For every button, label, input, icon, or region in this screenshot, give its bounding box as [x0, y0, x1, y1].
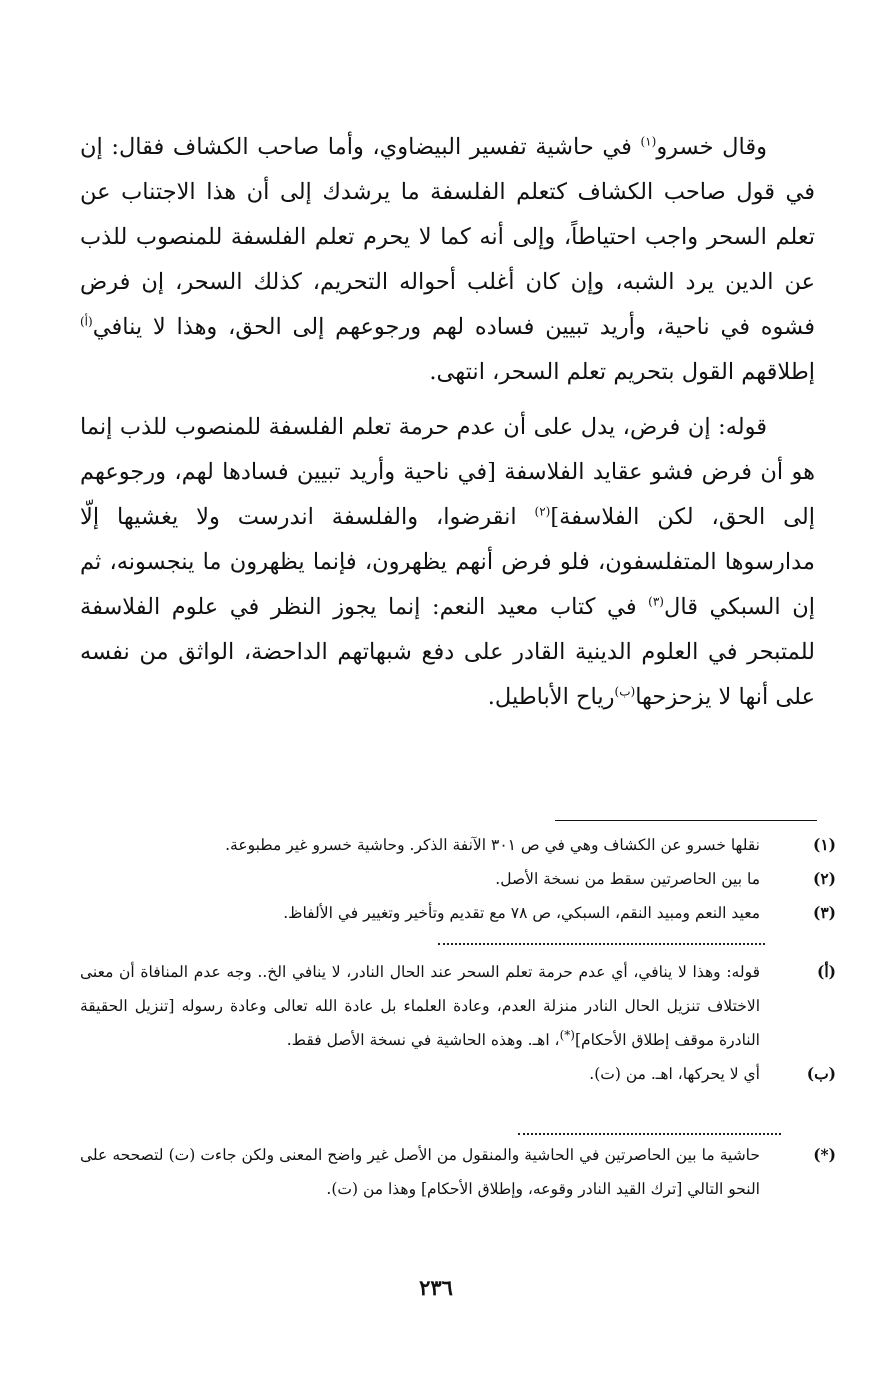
- footnote-ref-2: (٢): [534, 504, 551, 519]
- footnote-ref-1: (١): [640, 134, 657, 149]
- main-text: [80, 125, 815, 720]
- marginal-note-letter: (أ): [817, 962, 836, 981]
- footnote-text: ما بين الحاصرتين سقط من نسخة الأصل.: [495, 870, 760, 888]
- footnote-number: (١): [812, 835, 836, 854]
- marginal-ref-ba: (ب): [614, 684, 636, 699]
- paragraph-text: قوله: إن فرض، يدل على أن عدم حرمة تعلم الفلسفة للمنصوب للذب إنما هو أن فرض فشو عقايد الفلاسفة [في ناحية وأريد تبيين فسادها لهم، ورجوعهم إلى الحق، لكن الفلاسفة]: [80, 414, 815, 530]
- footnote-text: معيد النعم ومبيد النقم، السبكي، ص ٧٨ مع تقديم وتأخير وتغيير في الألفاظ.: [283, 904, 760, 922]
- page-number: ٢٣٦: [419, 1275, 453, 1300]
- footnote-number: (٢): [812, 869, 836, 888]
- footnote-number: (٣): [812, 903, 836, 922]
- marginal-notes-section: [80, 955, 836, 1091]
- marginal-note-item: [80, 955, 836, 1057]
- editor-note-text: حاشية ما بين الحاصرتين في الحاشية والمنقول من الأصل غير واضح المعنى ولكن جاءت (ت) لتصححه على النحو التالي [ترك القيد النادر وقوعه، وإطلاق الأحكام] وهذا من (ت).: [80, 1146, 760, 1198]
- footnote-ref-3: (٣): [648, 594, 664, 609]
- footnote-text: نقلها خسرو عن الكشاف وهي في ص ٣٠١ الآنفة الذكر. وحاشية خسرو غير مطبوعة.: [225, 836, 760, 854]
- marginal-note-text: قوله: وهذا لا ينافي، أي عدم حرمة تعلم السحر عند الحال النادر، لا ينافي الخ.. وجه عدم المنافاة أن معنى الاختلاف تنزيل الحال النادر منزلة العدم، وعادة العلماء بل عادة الله تعالى وعادة رسوله [تنزيل الحقيقة النادرة موقف إطلاق الأحكام]: [80, 963, 760, 1049]
- marginal-note-item: [80, 1057, 836, 1091]
- editor-note-item: [80, 1138, 836, 1206]
- marginal-ref-alif: (أ): [80, 314, 93, 329]
- editor-note-section: [80, 1138, 836, 1206]
- footnote-item: [80, 896, 836, 930]
- dotted-separator: [518, 1133, 781, 1135]
- footnote-item: [80, 862, 836, 896]
- footnote-separator-rule: [555, 820, 817, 821]
- paragraph-text: في حاشية تفسير البيضاوي، وأما صاحب الكشاف فقال: إن في قول صاحب الكشاف كتعلم الفلسفة ما يرشدك إلى أن هذا الاجتناب عن تعلم السحر واجب احتياطاً، وإلى أنه كما لا يحرم تعلم الفلسفة للمنصوب للذب عن الدين يرد الشبه، وإن كان أغلب أحواله التحريم، كذلك السحر، إن فرض فشوه في ناحية، وأريد تبيين فساده لهم ورجوعهم إلى الحق، وهذا لا ينافي: [80, 134, 815, 340]
- marginal-note-text: أي لا يحركها، اهـ. من (ت).: [589, 1065, 760, 1083]
- paragraph-text: إطلاقهم القول بتحريم تعلم السحر، انتهى.: [429, 359, 815, 385]
- footnote-item: [80, 828, 836, 862]
- paragraph-text: وقال خسرو: [656, 134, 767, 160]
- editor-note-mark: (*): [813, 1145, 836, 1164]
- dotted-separator: [438, 943, 765, 945]
- paragraph-text: في كتاب معيد النعم: إنما يجوز النظر في علوم الفلاسفة للمتبحر في العلوم الدينية القادر على دفع شبهاتهم الداحضة، الواثق من نفسه على أنها لا يزحزحها: [80, 594, 815, 710]
- marginal-note-letter: (ب): [806, 1064, 836, 1083]
- paragraph-text: انقرضوا، والفلسفة اندرست ولا يغشيها إلّا مدارسوها المتفلسفون، فلو فرض أنهم يظهرون، فإنما يظهرون ما ينجسونه، ثم إن السبكي قال: [80, 504, 816, 620]
- paragraph-khusraw-quote: [80, 125, 815, 395]
- marginal-note-text: ، اهـ. وهذه الحاشية في نسخة الأصل فقط.: [286, 1031, 560, 1049]
- paragraph-text: رياح الأباطيل.: [487, 684, 615, 710]
- editor-mark: (*): [559, 1027, 575, 1042]
- paragraph-commentary: [80, 405, 815, 720]
- footnotes-section: [80, 828, 836, 930]
